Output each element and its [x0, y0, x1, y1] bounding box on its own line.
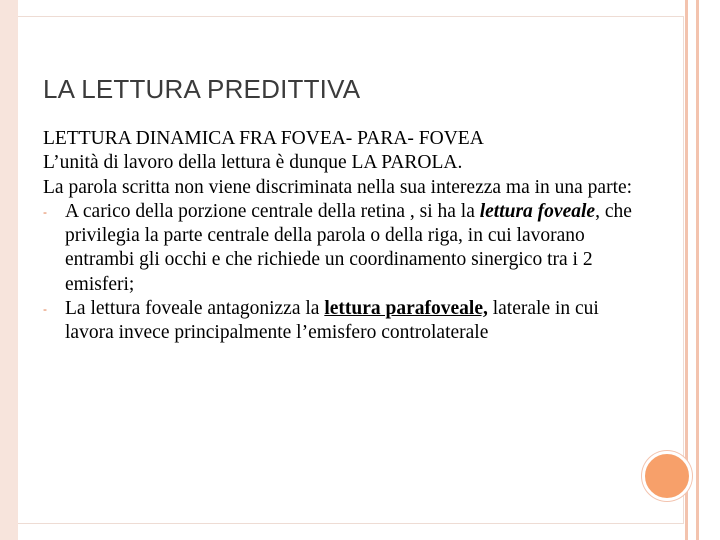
bullet-1-text-end: , che privilegia la parte centrale della parola o della riga, in cui lavorano entrambi gli occhi e che richiede un coordinamento sinergico tra i 2 emisferi; [65, 200, 632, 295]
paragraph-2: L’unità di lavoro della lettura è dunque LA PAROLA. [43, 152, 463, 174]
left-decorative-band [0, 0, 18, 540]
paragraph-3: La parola scritta non viene discriminata nella sua interezza ma in una parte: [43, 176, 633, 198]
right-decorative-line-2 [696, 0, 699, 540]
bullet-2-emphasis: lettura parafoveale, [324, 298, 488, 320]
bullet-1-emphasis: lettura foveale [479, 200, 596, 222]
bullet-item-1 [43, 200, 643, 297]
slide-body [43, 127, 643, 346]
bullet-1-text-start: A carico della porzione centrale della retina , si ha la [65, 200, 480, 222]
paragraph-1: LETTURA DINAMICA FRA FOVEA- PARA- FOVEA [43, 128, 484, 149]
orange-circle-decoration [642, 451, 692, 501]
bullet-dash: - [43, 302, 47, 317]
bullet-2-text-end: laterale in cui lavora invece principalmente l’emisfero controlaterale [65, 298, 599, 344]
bullet-2-text-start: La lettura foveale antagonizza la [65, 298, 325, 320]
bullet-dash: - [43, 204, 47, 219]
bullet-item-2 [43, 297, 643, 346]
slide-title: LA LETTURA PREDITTIVA [43, 74, 361, 104]
